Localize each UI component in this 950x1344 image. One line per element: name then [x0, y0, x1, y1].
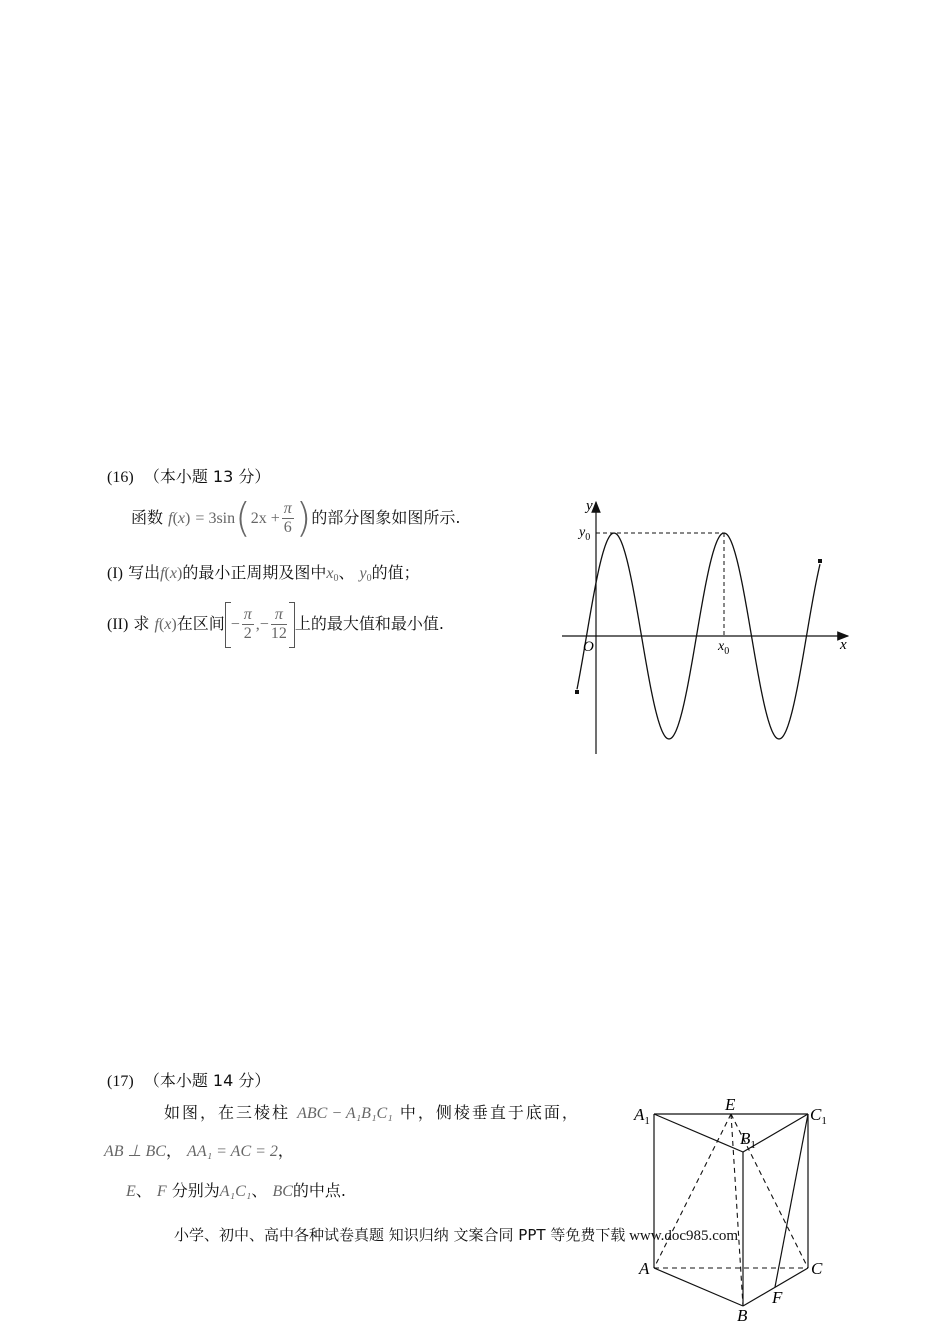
- footer-ad-text: 小学、初中、高中各种试卷真题 知识归纳 文案合同 PPT 等免费下载: [174, 1226, 626, 1244]
- q17-BC: BC: [272, 1183, 293, 1200]
- label-c1: $C_1$: [810, 1105, 827, 1127]
- q17-score: （本小题 14 分）: [143, 1071, 271, 1090]
- q17-A1C1: A₁C₁: [219, 1183, 252, 1200]
- q17-prism: ABC − A₁B₁C₁: [297, 1105, 393, 1122]
- q17-eq: AA₁ = AC = 2: [187, 1143, 278, 1160]
- q16-part2-pi2: π: [271, 606, 287, 625]
- label-c: C: [811, 1259, 823, 1278]
- q16-part1-lead: 写出: [128, 563, 161, 582]
- q17-line3-sep: 、: [135, 1181, 152, 1200]
- q16-part1-mid: 的最小正周期及图中: [182, 563, 327, 582]
- q16-intro-eq: = 3sin: [195, 510, 236, 527]
- q17-line3-sep2: 、: [251, 1181, 268, 1200]
- q16-number: (16): [107, 469, 134, 486]
- footer-site-link[interactable]: www.doc985.com: [629, 1228, 739, 1244]
- q16-part1-y0: y: [359, 565, 367, 582]
- segment-ea: [654, 1114, 731, 1268]
- q16-part2-mid: 在区间: [176, 614, 225, 633]
- q16-intro-tail: 的部分图象如图所示.: [311, 508, 461, 527]
- q17-line1: [164, 1100, 580, 1123]
- q17-line3: [126, 1178, 346, 1201]
- q16-part1-x0-sub: 0: [333, 573, 339, 584]
- q16-part2-pi1: π: [243, 606, 252, 623]
- q16-part2: (II) 求 f(x)在区间 − $\frac{\pi}{2}$ ,− $\frac{\pi}{12}$ 上的最大值和最小值.: [107, 600, 444, 648]
- q16-score: （本小题 13 分）: [143, 467, 271, 486]
- label-b: B: [737, 1306, 748, 1324]
- q16-header: [107, 464, 270, 487]
- q16-part2-tail: 上的最大值和最小值.: [294, 614, 444, 633]
- q16-part2-lead: 求: [133, 614, 150, 633]
- label-e: E: [725, 1095, 736, 1114]
- q16-part1-y0-sub: 0: [366, 573, 372, 584]
- q17-line3-mid: 分别为: [171, 1181, 220, 1200]
- q17-E: E: [126, 1183, 136, 1200]
- q16-part1-label: (I): [107, 565, 123, 582]
- q16-intro: 函数 f(x) = 3sin(2x + $\frac{\pi}{6}$ )的部分图象如图所示.: [131, 495, 461, 542]
- q16-part1-sep: 、: [338, 563, 355, 582]
- y-axis-label: y: [586, 498, 593, 514]
- q17-header: [107, 1068, 270, 1091]
- segment-c1f: [775, 1114, 808, 1287]
- q16-intro-x: x: [177, 510, 185, 527]
- q16-intro-lead: 函数: [131, 508, 164, 527]
- q16-part1: (I) 写出f(x)的最小正周期及图中$x_0$、 $y_0$的值；: [107, 563, 420, 584]
- q17-perp: AB ⊥ BC: [104, 1143, 166, 1160]
- q16-part2-comma: ,−: [255, 616, 269, 633]
- q17-line1-lead: 如图，在三棱柱: [164, 1103, 291, 1122]
- q17-line1-tail: 中，侧棱垂直于底面，: [399, 1103, 580, 1122]
- edge-a1b1: [654, 1114, 743, 1152]
- y0-label: $y_0$: [579, 525, 591, 543]
- prism-figure: [630, 1092, 840, 1324]
- origin-label: O: [583, 639, 594, 655]
- q16-intro-2x: 2x +: [250, 510, 280, 527]
- curve-end-point: [818, 559, 822, 563]
- q16-part2-den2: 12: [270, 625, 287, 642]
- q17-F: F: [156, 1183, 167, 1200]
- q17-line2: [104, 1138, 294, 1161]
- sine-graph: [550, 490, 870, 765]
- q17-line2-sep: ，: [165, 1141, 182, 1160]
- label-b1: $B_1$: [740, 1129, 756, 1151]
- label-a1: $A_1$: [634, 1105, 650, 1127]
- q16-part2-neg1: −: [230, 616, 240, 633]
- x-axis-label: x: [840, 637, 847, 653]
- q16-part2-fx: f: [154, 616, 159, 633]
- label-a: A: [639, 1259, 650, 1278]
- q16-part2-label: (II): [107, 616, 129, 633]
- q16-intro-pi: π: [283, 500, 292, 517]
- q16-part2-den1: 2: [243, 625, 252, 642]
- q16-intro-fx: f: [168, 510, 173, 527]
- q16-part1-fx: f: [160, 565, 165, 582]
- q16-part1-tail: 的值；: [371, 563, 420, 582]
- x0-label: $x_0$: [718, 639, 730, 657]
- q16-intro-6: 6: [283, 519, 292, 536]
- curve-start-point: [575, 690, 579, 694]
- q17-line3-tail: 的中点.: [292, 1181, 347, 1200]
- q16-part1-x: x: [169, 565, 177, 582]
- q16-part2-x: x: [164, 616, 172, 633]
- q17-line2-end: ，: [277, 1141, 294, 1160]
- edge-ab: [654, 1268, 743, 1306]
- q16-part1-x0: x: [326, 565, 334, 582]
- label-f: F: [772, 1288, 783, 1307]
- q17-number: (17): [107, 1073, 134, 1090]
